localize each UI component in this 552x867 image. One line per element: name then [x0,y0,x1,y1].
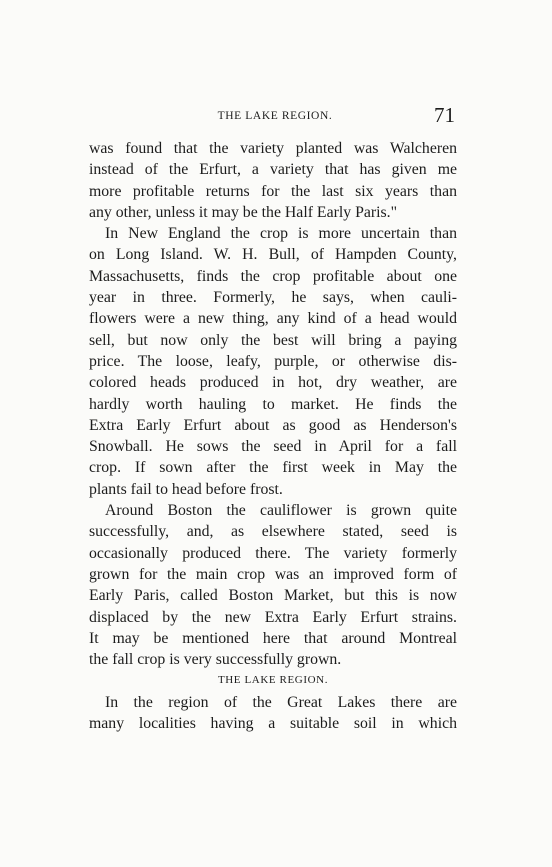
text-line: hardly worth hauling to market. He finds the [89,395,457,413]
text-line: successfully, and, as elsewhere stated, seed is [89,523,457,541]
body-text [89,138,457,734]
section-heading: THE LAKE REGION. [217,674,329,687]
text-line: Massachusetts, finds the crop profitable about one [89,267,457,285]
text-line: more profitable returns for the last six years than [89,182,457,200]
text-line: Early Paris, called Boston Market, but this is now [89,587,457,605]
text-line: Extra Early Erfurt about as good as Henderson's [89,416,457,434]
text-line: on Long Island. W. H. Bull, of Hampden County, [89,246,457,264]
text-line: instead of the Erfurt, a variety that has given me [89,161,457,179]
text-line: grown for the main crop was an improved form of [89,565,457,583]
text-line: year in three. Formerly, he says, when cauli- [89,289,457,307]
running-head [89,104,461,128]
text-line: crop. If sown after the first week in May the [89,459,457,477]
text-line: occasionally produced there. The variety formerly [89,544,457,562]
text-line: price. The loose, leafy, purple, or otherwise dis- [89,352,457,370]
text-line: displaced by the new Extra Early Erfurt strains. [89,608,457,626]
text-line: sell, but now only the best will bring a paying [89,331,457,349]
text-line: Around Boston the cauliflower is grown quite [105,502,457,520]
text-line: any other, unless it may be the Half Early Paris." [89,203,398,221]
running-head-title: THE LAKE REGION. [217,110,333,122]
text-line: many localities having a suitable soil in which [89,715,457,733]
text-line: was found that the variety planted was Walcheren [89,140,457,157]
text-line: plants fail to head before frost. [89,480,283,498]
text-line: colored heads produced in hot, dry weather, are [89,374,457,392]
text-line: Snowball. He sows the seed in April for a fall [89,438,457,456]
text-line: It may be mentioned here that around Montreal [89,629,457,647]
text-line: the fall crop is very successfully grown. [89,651,342,669]
text-line: flowers were a new thing, any kind of a head would [89,310,457,328]
text-line: In the region of the Great Lakes there are [105,693,457,711]
text-line: In New England the crop is more uncertain than [105,225,457,243]
page-number: 71 [434,103,455,127]
